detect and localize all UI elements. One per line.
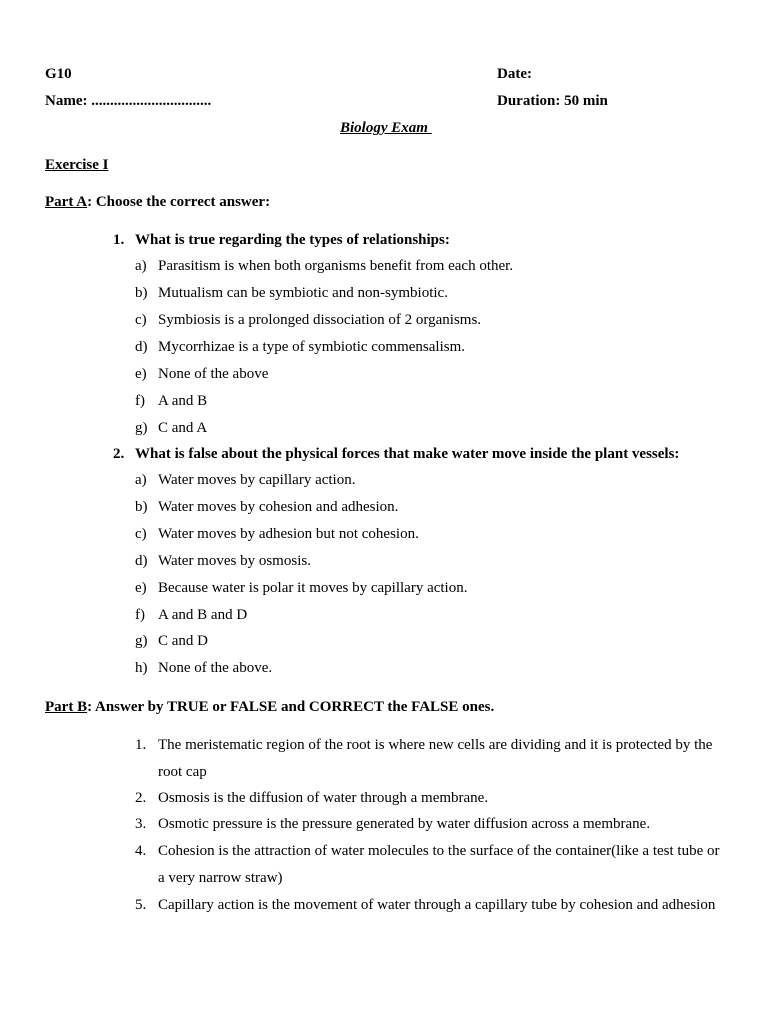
part-b-instruction: : Answer by TRUE or FALSE and CORRECT the FALSE ones. [87,699,495,715]
option-text: C and A [158,420,208,436]
option-letter: f) [135,393,145,409]
date-label: Date: [497,66,532,82]
option-letter: d) [135,553,148,569]
statement-number: 4. [135,843,147,859]
option-letter: a) [135,258,147,274]
statement-text-continued: a very narrow straw) [158,870,283,886]
exam-title: Biology Exam [340,120,432,136]
option-letter: f) [135,607,145,623]
option-text: Water moves by osmosis. [158,553,311,569]
option-letter: a) [135,472,147,488]
statement-text: Capillary action is the movement of water through a capillary tube by cohesion and adhesion [158,897,716,913]
option-letter: c) [135,526,147,542]
grade-label: G10 [45,66,72,82]
part-a-instruction: : Choose the correct answer: [87,194,271,210]
option-text: None of the above [158,366,269,382]
question-number: 1. [113,232,125,248]
statement-text-continued: root cap [158,764,207,780]
option-text: None of the above. [158,660,273,676]
option-letter: h) [135,660,148,676]
option-letter: c) [135,312,147,328]
part-a-label: Part A [45,194,88,210]
option-text: Water moves by capillary action. [158,472,356,488]
option-letter: e) [135,580,147,596]
statement-number: 5. [135,897,147,913]
option-text: Symbiosis is a prolonged dissociation of 2 organisms. [158,312,482,328]
part-b-label: Part B [45,699,88,715]
option-letter: g) [135,633,148,649]
statement-number: 3. [135,816,147,832]
option-text: Water moves by adhesion but not cohesion. [158,526,419,542]
statement-number: 2. [135,790,147,806]
part-a-heading [45,195,270,210]
statement-text: Osmosis is the diffusion of water through a membrane. [158,790,489,806]
question-number: 2. [113,446,125,462]
option-text: Mutualism can be symbiotic and non-symbiotic. [158,285,448,301]
question-text: What is true regarding the types of relationships: [135,232,450,248]
option-text: A and B [158,393,208,409]
duration-label: Duration: 50 min [497,93,608,109]
option-text: A and B and D [158,607,248,623]
option-text: Parasitism is when both organisms benefit from each other. [158,258,514,274]
statement-text: Osmotic pressure is the pressure generated by water diffusion across a membrane. [158,816,651,832]
statement-number: 1. [135,737,147,753]
question-text: What is false about the physical forces that make water move inside the plant vessels: [135,446,680,462]
statement-text: Cohesion is the attraction of water molecules to the surface of the container(like a test tube or [158,843,720,859]
option-text: C and D [158,633,208,649]
option-letter: d) [135,339,148,355]
option-letter: b) [135,499,148,515]
option-text: Mycorrhizae is a type of symbiotic commensalism. [158,339,466,355]
option-text: Water moves by cohesion and adhesion. [158,499,399,515]
option-letter: b) [135,285,148,301]
name-field-label: Name: ................................ [45,93,212,109]
option-letter: e) [135,366,147,382]
part-b-heading [45,700,494,715]
exercise-title: Exercise I [45,157,109,173]
option-letter: g) [135,420,148,436]
option-text: Because water is polar it moves by capillary action. [158,580,468,596]
statement-text: The meristematic region of the root is where new cells are dividing and it is protected by the [158,737,713,753]
